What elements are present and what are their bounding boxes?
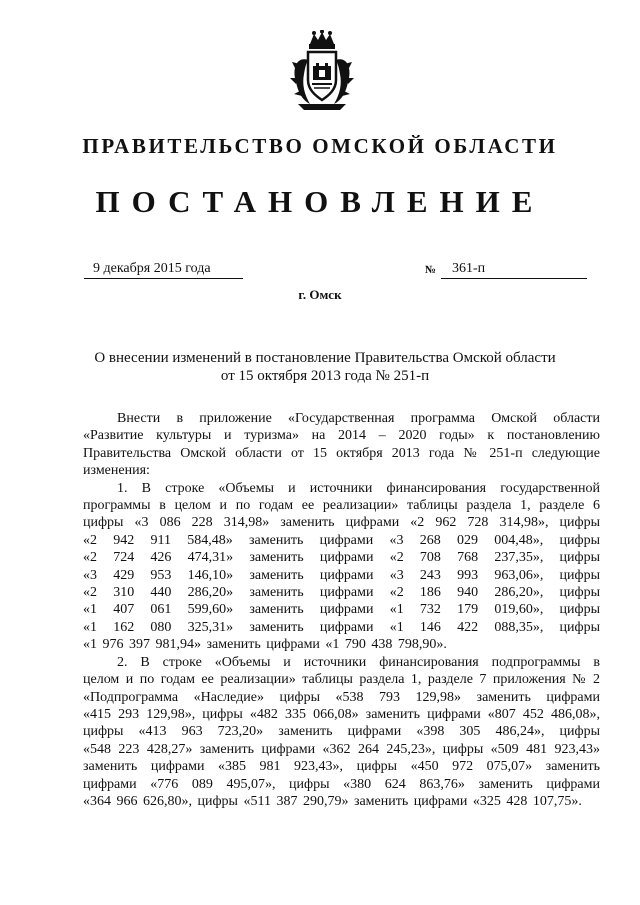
body-line: «548 223 428,27» заменить цифрами «362 264 245,23», цифры «509 481 923,43»	[83, 741, 600, 757]
body-line: «2 942 911 584,48» заменить цифрами «3 268 029 004,48», цифры	[83, 532, 600, 548]
body-line: 2. В строке «Объемы и источники финансирования подпрограммы в	[117, 654, 600, 670]
body-line: изменения:	[83, 463, 150, 479]
body-line: «364 966 626,80», цифры «511 387 290,79» заменить цифрами «325 428 107,75».	[83, 793, 582, 809]
document-date: 9 декабря 2015 года	[84, 261, 243, 279]
body-line: «3 429 953 146,10» заменить цифрами «3 243 993 963,06», цифры	[83, 567, 600, 583]
body-line: «Подпрограмма «Наследие» цифры «538 793 129,98» заменить цифрами	[83, 689, 600, 705]
body-line: «1 162 080 325,31» заменить цифрами «1 146 422 088,35», цифры	[83, 619, 600, 635]
document-number: 361-п	[441, 261, 587, 279]
body-line: цифрами «776 089 495,07», цифры «380 624 863,76» заменить цифрами	[83, 776, 600, 792]
body-line: «1 407 061 599,60» заменить цифрами «1 732 179 019,60», цифры	[83, 602, 600, 618]
body-line: заменить цифрами «385 981 923,43», цифры «450 972 075,07» заменить	[83, 759, 600, 775]
body-line: цифры «3 086 228 314,98» заменить цифрами «2 962 728 314,98», цифры	[83, 515, 600, 531]
document-number-label: №	[425, 264, 437, 276]
body-line: Правительства Омской области от 15 октября 2013 года № 251-п следующие	[83, 445, 600, 461]
body-line: «Развитие культуры и туризма» на 2014 – 2020 годы» к постановлению	[83, 428, 600, 444]
body-line: «2 310 440 286,20» заменить цифрами «2 186 940 286,20», цифры	[83, 585, 600, 601]
subject-line: О внесении изменений в постановление Правительства Омской области	[94, 350, 556, 366]
government-title: ПРАВИТЕЛЬСТВО ОМСКОЙ ОБЛАСТИ	[82, 134, 558, 158]
body-line: цифры «413 963 723,20» заменить цифрами «398 305 486,24», цифры	[83, 724, 600, 740]
document-body	[83, 410, 600, 810]
body-line: Внести в приложение «Государственная программа Омской области	[117, 411, 600, 426]
body-line: программы в целом и по годам ее реализации» таблицы раздела 1, разделе 6	[83, 498, 600, 514]
body-line: «415 293 129,98», цифры «482 335 066,08» заменить цифрами «807 452 486,08»,	[83, 706, 600, 722]
body-line: «1 976 397 981,94» заменить цифрами «1 790 438 798,90».	[83, 637, 447, 653]
document-subject	[90, 350, 560, 385]
body-line: «2 724 426 474,31» заменить цифрами «2 708 768 237,35», цифры	[83, 550, 600, 566]
document-type-title: ПОСТАНОВЛЕНИЕ	[95, 184, 545, 219]
omsk-coat-of-arms-icon	[288, 30, 356, 112]
body-line: целом и по годам ее реализации» таблицы раздела 1, разделе 7 приложения № 2	[83, 672, 600, 688]
body-line: 1. В строке «Объемы и источники финансирования государственной	[117, 480, 600, 496]
subject-line: от 15 октября 2013 года № 251-п	[220, 367, 430, 384]
city: г. Омск	[298, 287, 342, 302]
